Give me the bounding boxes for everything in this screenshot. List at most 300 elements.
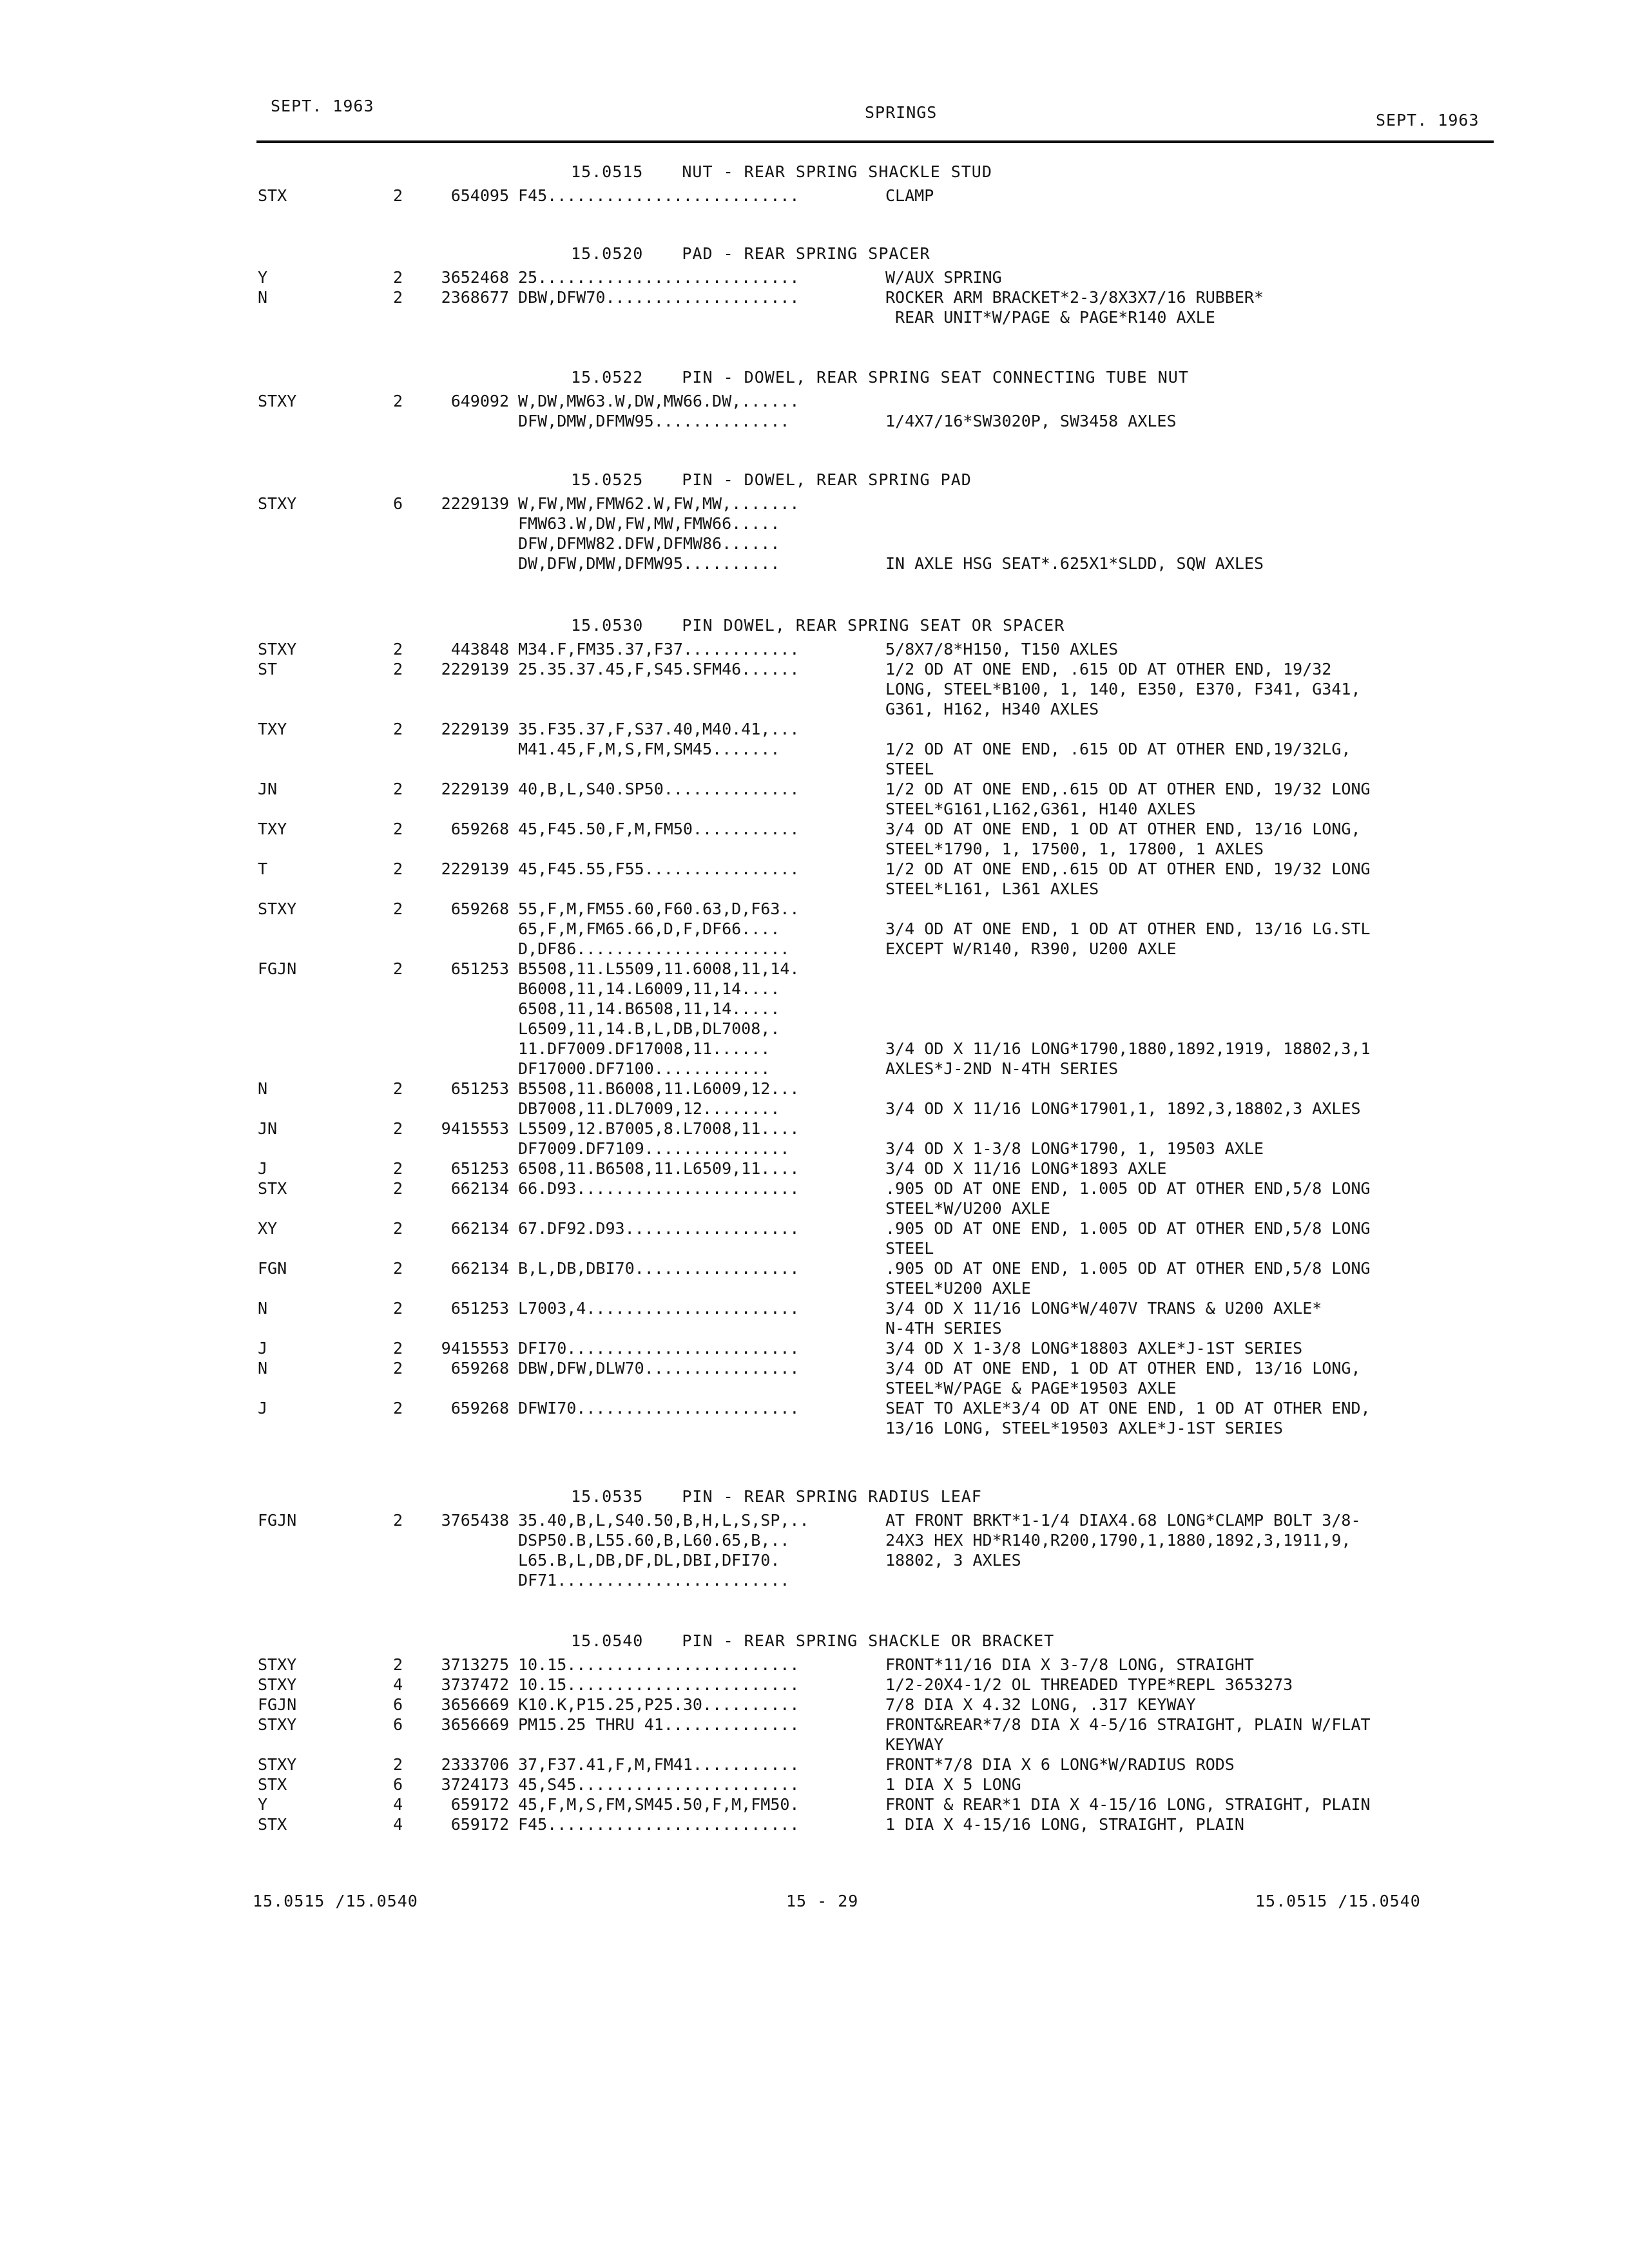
part-row: [258, 659, 1547, 719]
part-description: [885, 959, 1530, 1079]
part-description: [885, 659, 1530, 719]
part-number: 651253: [450, 1159, 509, 1178]
part-number: 651253: [450, 959, 509, 978]
page-number: 15 - 29: [786, 1892, 859, 1910]
application-models: [509, 1675, 885, 1695]
description-line: [885, 514, 1530, 533]
application-models: [509, 494, 885, 573]
model-code: STXY: [258, 494, 297, 513]
description-line: 3/4 OD X 11/16 LONG*1893 AXLE: [885, 1159, 1167, 1178]
part-number: 3713275: [441, 1655, 509, 1674]
application-line: 66.D93.......................: [518, 1179, 800, 1198]
catalog-section: [258, 465, 1547, 573]
description-line: AT FRONT BRKT*1-1/4 DIAX4.68 LONG*CLAMP BOLT 3/8-: [885, 1511, 1361, 1530]
application-line: 35.40,B,L,S40.50,B,H,L,S,SP,..: [518, 1511, 809, 1530]
part-description: [885, 186, 1530, 206]
part-number: 651253: [450, 1299, 509, 1318]
part-number: 659268: [450, 1399, 509, 1418]
part-description: [885, 494, 1530, 573]
part-description: [885, 1675, 1530, 1695]
application-line: DSP50.B,L55.60,B,L60.65,B,..: [518, 1531, 790, 1550]
description-line: STEEL: [885, 760, 934, 778]
part-description: [885, 1218, 1530, 1258]
section-title: PIN - DOWEL, REAR SPRING PAD: [682, 470, 972, 489]
section-title: PIN - REAR SPRING SHACKLE OR BRACKET: [682, 1631, 1055, 1650]
application-line: L7003,4......................: [518, 1299, 800, 1318]
part-description: [885, 1774, 1530, 1794]
quantity: 2: [393, 660, 403, 678]
model-code: T: [258, 860, 268, 878]
part-row: [258, 391, 1547, 431]
model-code: N: [258, 1079, 268, 1098]
model-code: Y: [258, 1795, 268, 1814]
model-code: N: [258, 1299, 268, 1318]
application-models: [509, 959, 885, 1079]
application-line: B,L,DB,DBI70.................: [518, 1259, 800, 1278]
description-line: 1/2 OD AT ONE END,.615 OD AT OTHER END, 19/32 LONG: [885, 860, 1371, 878]
application-line: 65,F,M,FM65.66,D,F,DF66....: [518, 919, 780, 938]
application-line: DFW,DFMW82.DFW,DFMW86......: [518, 534, 780, 553]
quantity: 2: [393, 1299, 403, 1318]
quantity: 2: [393, 780, 403, 798]
part-row: [258, 1814, 1547, 1834]
application-models: [509, 659, 885, 679]
quantity: 2: [393, 1655, 403, 1674]
part-row: [258, 859, 1547, 899]
quantity: 6: [393, 1775, 403, 1794]
quantity: 2: [393, 640, 403, 658]
application-line: L6509,11,14.B,L,DB,DL7008,.: [518, 1019, 780, 1038]
application-models: [509, 1338, 885, 1358]
part-description: [885, 1814, 1530, 1834]
part-row: [258, 959, 1547, 1079]
application-line: L5509,12.B7005,8.L7008,11....: [518, 1119, 800, 1138]
part-description: [885, 267, 1530, 287]
description-line: FRONT & REAR*1 DIA X 4-15/16 LONG, STRAIGHT, PLAIN: [885, 1795, 1371, 1814]
model-code: FGJN: [258, 1695, 297, 1714]
catalog-section: [258, 611, 1547, 1438]
application-line: 45,F45.55,F55................: [518, 860, 800, 878]
quantity: 2: [393, 1259, 403, 1278]
section-title: PIN DOWEL, REAR SPRING SEAT OR SPACER: [682, 615, 1065, 635]
application-models: [509, 779, 885, 799]
quantity: 6: [393, 494, 403, 513]
part-description: [885, 391, 1530, 431]
application-line: 11.DF7009.DF17008,11......: [518, 1039, 771, 1058]
part-number: 3737472: [441, 1675, 509, 1694]
model-code: J: [258, 1399, 268, 1418]
application-line: FMW63.W,DW,FW,MW,FMW66.....: [518, 514, 780, 533]
application-models: [509, 1695, 885, 1715]
description-line: STEEL*U200 AXLE: [885, 1279, 1031, 1298]
application-line: DW,DFW,DMW,DFMW95..........: [518, 554, 780, 573]
part-number: 659268: [450, 899, 509, 918]
description-line: CLAMP: [885, 186, 934, 205]
description-line: STEEL*1790, 1, 17500, 1, 17800, 1 AXLES: [885, 840, 1264, 858]
model-code: STXY: [258, 640, 297, 658]
description-line: 5/8X7/8*H150, T150 AXLES: [885, 640, 1119, 658]
part-description: [885, 1079, 1530, 1119]
application-models: [509, 1715, 885, 1735]
part-number: 2368677: [441, 288, 509, 307]
application-line: 37,F37.41,F,M,FM41...........: [518, 1755, 800, 1774]
application-line: 55,F,M,FM55.60,F60.63,D,F63..: [518, 899, 800, 918]
section-heading: [258, 1626, 1547, 1655]
description-line: REAR UNIT*W/PAGE & PAGE*R140 AXLE: [885, 308, 1215, 327]
quantity: 6: [393, 1715, 403, 1734]
description-line: 1/2 OD AT ONE END, .615 OD AT OTHER END,19/32LG,: [885, 740, 1351, 758]
application-line: M41.45,F,M,S,FM,SM45.......: [518, 740, 780, 758]
application-models: [509, 639, 885, 659]
application-models: [509, 899, 885, 959]
model-code: FGJN: [258, 959, 297, 978]
part-row: [258, 1258, 1547, 1298]
model-code: J: [258, 1339, 268, 1358]
part-description: [885, 1358, 1530, 1398]
application-models: [509, 1754, 885, 1774]
part-number: 659172: [450, 1815, 509, 1834]
description-line: [885, 533, 1530, 553]
model-code: N: [258, 288, 268, 307]
description-line: [885, 1079, 1530, 1099]
part-row: [258, 1774, 1547, 1794]
description-line: .905 OD AT ONE END, 1.005 OD AT OTHER END,5/8 LONG: [885, 1179, 1371, 1198]
application-models: [509, 1398, 885, 1418]
quantity: 2: [393, 860, 403, 878]
application-models: [509, 1794, 885, 1814]
description-line: 18802, 3 AXLES: [885, 1551, 1021, 1570]
application-line: M34.F,FM35.37,F37............: [518, 640, 800, 658]
description-line: ROCKER ARM BRACKET*2-3/8X3X7/16 RUBBER*: [885, 288, 1264, 307]
part-number: 659172: [450, 1795, 509, 1814]
part-row: [258, 1754, 1547, 1774]
application-line: F45..........................: [518, 1815, 800, 1834]
part-number: 9415553: [441, 1339, 509, 1358]
part-description: [885, 639, 1530, 659]
description-line: [885, 899, 1530, 919]
description-line: FRONT*11/16 DIA X 3-7/8 LONG, STRAIGHT: [885, 1655, 1254, 1674]
part-row: [258, 819, 1547, 859]
part-description: [885, 1298, 1530, 1338]
quantity: 2: [393, 1159, 403, 1178]
footer-left: 15.0515 /15.0540: [253, 1892, 418, 1910]
part-number: 651253: [450, 1079, 509, 1098]
model-code: Y: [258, 268, 268, 287]
part-number: 662134: [450, 1179, 509, 1198]
part-description: [885, 1655, 1530, 1675]
part-row: [258, 899, 1547, 959]
description-line: STEEL*L161, L361 AXLES: [885, 879, 1099, 898]
quantity: 2: [393, 899, 403, 918]
description-line: STEEL*W/U200 AXLE: [885, 1199, 1050, 1218]
quantity: 2: [393, 959, 403, 978]
part-description: [885, 719, 1530, 779]
section-number: 15.0530: [571, 615, 644, 635]
quantity: 2: [393, 1219, 403, 1238]
application-line: 25.35.37.45,F,S45.SFM46......: [518, 660, 800, 678]
description-line: 3/4 OD AT ONE END, 1 OD AT OTHER END, 13/16 LONG,: [885, 1359, 1361, 1378]
catalog-section: [258, 1626, 1547, 1834]
model-code: STXY: [258, 1715, 297, 1734]
model-code: JN: [258, 1119, 278, 1138]
part-row: [258, 1338, 1547, 1358]
part-number: 2229139: [441, 720, 509, 738]
part-description: [885, 287, 1530, 327]
description-line: N-4TH SERIES: [885, 1319, 1002, 1338]
application-models: [509, 1119, 885, 1158]
model-code: STXY: [258, 1755, 297, 1774]
application-line: W,DW,MW63.W,DW,MW66.DW,......: [518, 392, 800, 410]
application-line: 45,F,M,S,FM,SM45.50,F,M,FM50.: [518, 1795, 800, 1814]
section-number: 15.0535: [571, 1486, 644, 1506]
header-date-right: SEPT. 1963: [1376, 111, 1480, 130]
description-line: 3/4 OD X 1-3/8 LONG*1790, 1, 19503 AXLE: [885, 1139, 1264, 1158]
description-line: 1/4X7/16*SW3020P, SW3458 AXLES: [885, 412, 1177, 430]
application-models: [509, 1510, 885, 1590]
description-line: 1 DIA X 5 LONG: [885, 1775, 1021, 1794]
section-heading: [258, 157, 1547, 186]
application-models: [509, 1158, 885, 1178]
section-title: PAD - REAR SPRING SPACER: [682, 244, 930, 263]
application-models: [509, 1258, 885, 1278]
application-line: 45,S45.......................: [518, 1775, 800, 1794]
application-line: DFW,DMW,DFMW95..............: [518, 412, 790, 430]
part-number: 662134: [450, 1259, 509, 1278]
part-number: 654095: [450, 186, 509, 205]
catalog-section: [258, 239, 1547, 327]
part-number: 9415553: [441, 1119, 509, 1138]
description-line: 1/2 OD AT ONE END, .615 OD AT OTHER END, 19/32: [885, 660, 1332, 678]
catalog-section: [258, 363, 1547, 431]
model-code: STX: [258, 186, 287, 205]
description-line: [885, 999, 1530, 1019]
part-number: 649092: [450, 392, 509, 410]
part-row: [258, 1178, 1547, 1218]
section-heading: [258, 1482, 1547, 1510]
description-line: 13/16 LONG, STEEL*19503 AXLE*J-1ST SERIES: [885, 1419, 1284, 1437]
application-line: DBW,DFW,DLW70................: [518, 1359, 800, 1378]
section-title: PIN - REAR SPRING RADIUS LEAF: [682, 1486, 982, 1506]
description-line: 3/4 OD AT ONE END, 1 OD AT OTHER END, 13/16 LG.STL: [885, 919, 1371, 938]
part-description: [885, 899, 1530, 959]
description-line: [885, 719, 1530, 739]
quantity: 6: [393, 1695, 403, 1714]
description-line: FRONT&REAR*7/8 DIA X 4-5/16 STRAIGHT, PLAIN W/FLAT: [885, 1715, 1371, 1734]
description-line: 3/4 OD X 11/16 LONG*W/407V TRANS & U200 AXLE*: [885, 1299, 1322, 1318]
model-code: STXY: [258, 392, 297, 410]
application-models: [509, 1178, 885, 1198]
application-line: DF7009.DF7109...............: [518, 1139, 790, 1158]
quantity: 2: [393, 820, 403, 838]
description-line: [885, 1570, 1530, 1590]
description-line: [885, 494, 1530, 514]
model-code: N: [258, 1359, 268, 1378]
part-row: [258, 267, 1547, 287]
part-number: 3765438: [441, 1511, 509, 1530]
part-description: [885, 1178, 1530, 1218]
part-row: [258, 1398, 1547, 1438]
part-row: [258, 779, 1547, 819]
description-line: AXLES*J-2ND N-4TH SERIES: [885, 1059, 1119, 1078]
part-number: 2229139: [441, 860, 509, 878]
section-heading: [258, 465, 1547, 494]
part-description: [885, 1794, 1530, 1814]
part-number: 659268: [450, 1359, 509, 1378]
model-code: TXY: [258, 720, 287, 738]
part-row: [258, 1695, 1547, 1715]
section-number: 15.0525: [571, 470, 644, 489]
quantity: 2: [393, 1079, 403, 1098]
quantity: 2: [393, 1339, 403, 1358]
page-title: SPRINGS: [865, 103, 938, 122]
description-line: G361, H162, H340 AXLES: [885, 700, 1099, 718]
part-description: [885, 1398, 1530, 1438]
application-line: 10.15........................: [518, 1655, 800, 1674]
application-line: DF17000.DF7100............: [518, 1059, 771, 1078]
application-line: 6508,11,14.B6508,11,14.....: [518, 999, 780, 1018]
quantity: 4: [393, 1675, 403, 1694]
description-line: 3/4 OD AT ONE END, 1 OD AT OTHER END, 13/16 LONG,: [885, 820, 1361, 838]
quantity: 2: [393, 720, 403, 738]
part-row: [258, 1715, 1547, 1754]
description-line: 3/4 OD X 11/16 LONG*17901,1, 1892,3,18802,3 AXLES: [885, 1099, 1361, 1118]
description-line: 7/8 DIA X 4.32 LONG, .317 KEYWAY: [885, 1695, 1196, 1714]
footer-right: 15.0515 /15.0540: [1255, 1892, 1421, 1910]
application-line: W,FW,MW,FMW62.W,FW,MW,.......: [518, 494, 800, 513]
part-description: [885, 779, 1530, 819]
application-line: 25...........................: [518, 268, 800, 287]
application-line: DFWI70.......................: [518, 1399, 800, 1418]
application-line: PM15.25 THRU 41..............: [518, 1715, 800, 1734]
part-description: [885, 1695, 1530, 1715]
application-models: [509, 1218, 885, 1238]
model-code: STX: [258, 1775, 287, 1794]
description-line: [885, 1019, 1530, 1039]
application-models: [509, 859, 885, 879]
description-line: IN AXLE HSG SEAT*.625X1*SLDD, SQW AXLES: [885, 554, 1264, 573]
application-line: K10.K,P15.25,P25.30..........: [518, 1695, 800, 1714]
application-line: DB7008,11.DL7009,12........: [518, 1099, 780, 1118]
description-line: 24X3 HEX HD*R140,R200,1790,1,1880,1892,3,1911,9,: [885, 1531, 1351, 1550]
part-number: 2333706: [441, 1755, 509, 1774]
description-line: STEEL: [885, 1239, 934, 1258]
application-line: DFI70........................: [518, 1339, 800, 1358]
description-line: W/AUX SPRING: [885, 268, 1002, 287]
application-models: [509, 391, 885, 431]
quantity: 2: [393, 268, 403, 287]
quantity: 2: [393, 1755, 403, 1774]
section-number: 15.0522: [571, 367, 644, 387]
model-code: STXY: [258, 1675, 297, 1694]
part-row: [258, 1119, 1547, 1158]
quantity: 2: [393, 1179, 403, 1198]
part-row: [258, 287, 1547, 327]
application-models: [509, 1655, 885, 1675]
part-row: [258, 1655, 1547, 1675]
model-code: J: [258, 1159, 268, 1178]
section-title: NUT - REAR SPRING SHACKLE STUD: [682, 162, 992, 181]
model-code: STXY: [258, 899, 297, 918]
catalog-section: [258, 1482, 1547, 1590]
model-code: FGJN: [258, 1511, 297, 1530]
application-line: 6508,11.B6508,11.L6509,11....: [518, 1159, 800, 1178]
description-line: STEEL*G161,L162,G361, H140 AXLES: [885, 800, 1196, 818]
description-line: [885, 959, 1530, 979]
application-line: B5508,11.L5509,11.6008,11,14.: [518, 959, 800, 978]
part-row: [258, 1079, 1547, 1119]
description-line: .905 OD AT ONE END, 1.005 OD AT OTHER END,5/8 LONG: [885, 1259, 1371, 1278]
application-line: B5508,11.B6008,11.L6009,12...: [518, 1079, 800, 1098]
part-row: [258, 1298, 1547, 1338]
part-number: 3656669: [441, 1715, 509, 1734]
part-row: [258, 719, 1547, 779]
model-code: XY: [258, 1219, 278, 1238]
description-line: FRONT*7/8 DIA X 6 LONG*W/RADIUS RODS: [885, 1755, 1235, 1774]
part-row: [258, 1794, 1547, 1814]
application-models: [509, 1814, 885, 1834]
model-code: STX: [258, 1179, 287, 1198]
part-description: [885, 859, 1530, 899]
description-line: 3/4 OD X 1-3/8 LONG*18803 AXLE*J-1ST SERIES: [885, 1339, 1303, 1358]
part-number: 3724173: [441, 1775, 509, 1794]
model-code: JN: [258, 780, 278, 798]
part-number: 659268: [450, 820, 509, 838]
section-heading: [258, 363, 1547, 391]
part-description: [885, 819, 1530, 859]
application-line: 40,B,L,S40.SP50..............: [518, 780, 800, 798]
part-row: [258, 494, 1547, 573]
model-code: ST: [258, 660, 278, 678]
part-description: [885, 1338, 1530, 1358]
part-description: [885, 1158, 1530, 1178]
description-line: SEAT TO AXLE*3/4 OD AT ONE END, 1 OD AT OTHER END,: [885, 1399, 1371, 1418]
description-line: .905 OD AT ONE END, 1.005 OD AT OTHER END,5/8 LONG: [885, 1219, 1371, 1238]
part-number: 2229139: [441, 780, 509, 798]
header-date-left: SEPT. 1963: [271, 97, 374, 115]
description-line: STEEL*W/PAGE & PAGE*19503 AXLE: [885, 1379, 1177, 1398]
part-row: [258, 1158, 1547, 1178]
application-line: F45..........................: [518, 186, 800, 205]
description-line: 1/2-20X4-1/2 OL THREADED TYPE*REPL 3653273: [885, 1675, 1293, 1694]
quantity: 2: [393, 186, 403, 205]
section-number: 15.0540: [571, 1631, 644, 1650]
model-code: STX: [258, 1815, 287, 1834]
description-line: 3/4 OD X 11/16 LONG*1790,1880,1892,1919, 18802,3,1: [885, 1039, 1371, 1058]
application-models: [509, 719, 885, 759]
description-line: LONG, STEEL*B100, 1, 140, E350, E370, F341, G341,: [885, 680, 1361, 698]
part-row: [258, 1510, 1547, 1590]
part-description: [885, 1510, 1530, 1590]
description-line: KEYWAY: [885, 1735, 944, 1754]
application-line: DF71........................: [518, 1571, 790, 1590]
description-line: EXCEPT W/R140, R390, U200 AXLE: [885, 939, 1177, 958]
part-description: [885, 1258, 1530, 1298]
quantity: 2: [393, 288, 403, 307]
part-description: [885, 1119, 1530, 1158]
application-models: [509, 819, 885, 839]
part-description: [885, 1754, 1530, 1774]
section-number: 15.0520: [571, 244, 644, 263]
part-number: 3652468: [441, 268, 509, 287]
application-models: [509, 1079, 885, 1119]
quantity: 2: [393, 1399, 403, 1418]
application-line: L65.B,L,DB,DF,DL,DBI,DFI70.: [518, 1551, 780, 1570]
part-row: [258, 1358, 1547, 1398]
header-rule: [256, 140, 1494, 143]
application-models: [509, 287, 885, 307]
description-line: [885, 391, 1530, 411]
quantity: 2: [393, 392, 403, 410]
